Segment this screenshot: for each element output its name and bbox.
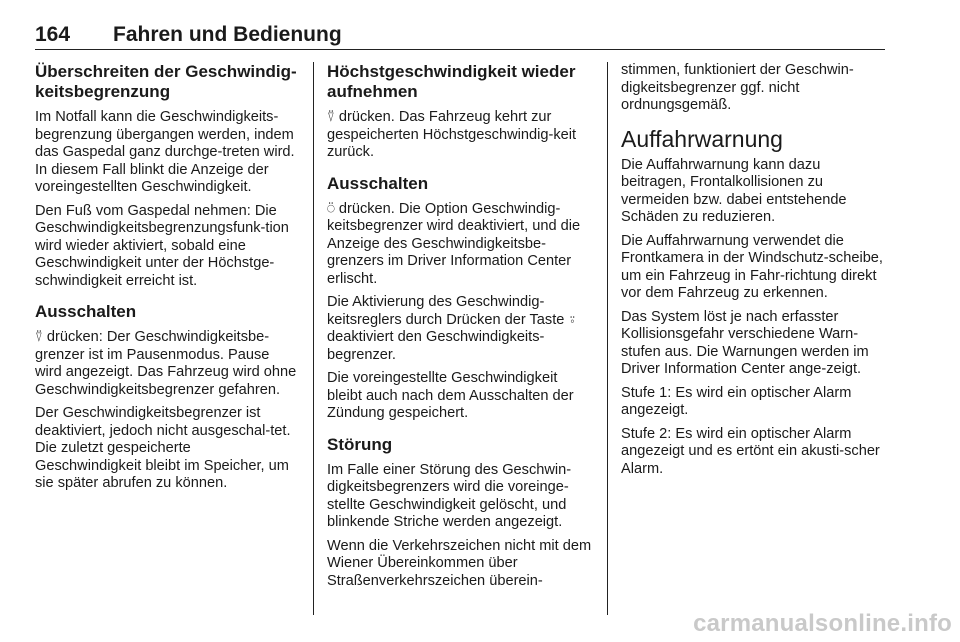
paragraph: Der Geschwindigkeitsbegrenzer ist deaktiviert, jedoch nicht ausgeschal-tet. Die zuletzt gespeicherte Geschwindigkeit bleibt im Speicher, um sie später abrufen zu können.: [35, 405, 291, 491]
paragraph: Im Falle einer Störung des Geschwin-digkeitsbegrenzers wird die voreinge-stellte Geschwindigkeit gelöscht, und blinkende Striche werden angezeigt.: [327, 461, 572, 530]
paragraph: Den Fuß vom Gaspedal nehmen: Die Geschwindigkeitsbegrenzungsfunk-tion wird wieder aktiviert, sobald eine Geschwindigkeit unter der Höchstge-schwindigkeit erreicht ist.: [35, 202, 289, 289]
section-heading: Ausschalten: [35, 302, 137, 321]
paragraph: Die Auffahrwarnung kann dazu beitragen, Frontalkollisionen zu vermeiden bzw. dabei entstehende Schäden zu reduzieren.: [621, 156, 847, 225]
column-middle: [327, 62, 592, 622]
section-heading: Höchstgeschwindigkeit wieder aufnehmen: [327, 62, 576, 101]
paragraph: Das System löst je nach erfasster Kollisionsgefahr verschiedene Warn-stufen aus. Die Warnungen werden im Driver Information Center ange-zeigt.: [621, 308, 869, 377]
column-right: [621, 62, 886, 622]
page-header: [35, 25, 885, 50]
paragraph: stimmen, funktioniert der Geschwin-digkeitsbegrenzer ggf. nicht ordnungsgemäß.: [621, 62, 854, 113]
column-divider: [313, 62, 314, 615]
cruise-control-icon: ⍤: [568, 312, 577, 328]
paragraph: ⍢ drücken. Das Fahrzeug kehrt zur gespeicherten Höchstgeschwindig-keit zurück.: [327, 109, 577, 160]
paragraph: ⍥ drücken. Die Option Geschwindig-keitsbegrenzer wird deaktiviert, und die Anzeige des Geschwindigkeitsbe-grenzers im Driver Information Center erlischt.: [327, 200, 581, 287]
paragraph: Die voreingestellte Geschwindigkeit bleibt auch nach dem Ausschalten der Zündung gespeichert.: [327, 370, 574, 421]
column-left: [35, 62, 300, 622]
paragraph: Im Notfall kann die Geschwindigkeits-begrenzung übergangen werden, indem das Gaspedal ganz durchge-treten wird. In diesem Fall blinkt die Anzeige der voreingestellten Geschwindigkeit.: [35, 109, 295, 195]
speedometer-resume-icon: ⍢: [327, 110, 335, 125]
column-divider: [607, 62, 608, 615]
chapter-heading: Auffahrwarnung: [621, 125, 783, 152]
watermark: carmanualsonline.info: [693, 610, 952, 637]
section-heading: Störung: [327, 434, 393, 454]
paragraph: Stufe 1: Es wird ein optischer Alarm angezeigt.: [621, 384, 852, 418]
paragraph: Die Auffahrwarnung verwendet die Frontkamera in der Windschutz-scheibe, um ein Fahrzeug in Fahr-richtung direkt vor dem Fahrzeug zu erkennen.: [621, 232, 883, 301]
paragraph: ⍢ drücken: Der Geschwindigkeitsbe-grenzer ist im Pausenmodus. Pause wird angezeigt. Das Fahrzeug wird ohne Geschwindigkeitsbegrenzer gefahren.: [35, 329, 297, 398]
section-heading: Überschreiten der Geschwindig- keitsbegrenzung: [35, 62, 297, 101]
paragraph: Die Aktivierung des Geschwindig-keitsreglers durch Drücken der Taste ⍤ deaktiviert den Geschwindigkeits-begrenzer.: [327, 294, 577, 363]
section-heading: Ausschalten: [327, 173, 429, 193]
page-heading: Fahren und Bedienung: [113, 23, 342, 46]
paragraph: Stufe 2: Es wird ein optischer Alarm angezeigt und es ertönt ein akusti-scher Alarm.: [621, 425, 880, 477]
page-number: 164: [35, 23, 71, 46]
speedometer-off-icon: ⍥: [327, 201, 335, 217]
speedometer-resume-icon: ⍢: [35, 330, 43, 345]
paragraph: Wenn die Verkehrszeichen nicht mit dem Wiener Übereinkommen über Straßenverkehrszeichen überein-: [327, 537, 592, 589]
